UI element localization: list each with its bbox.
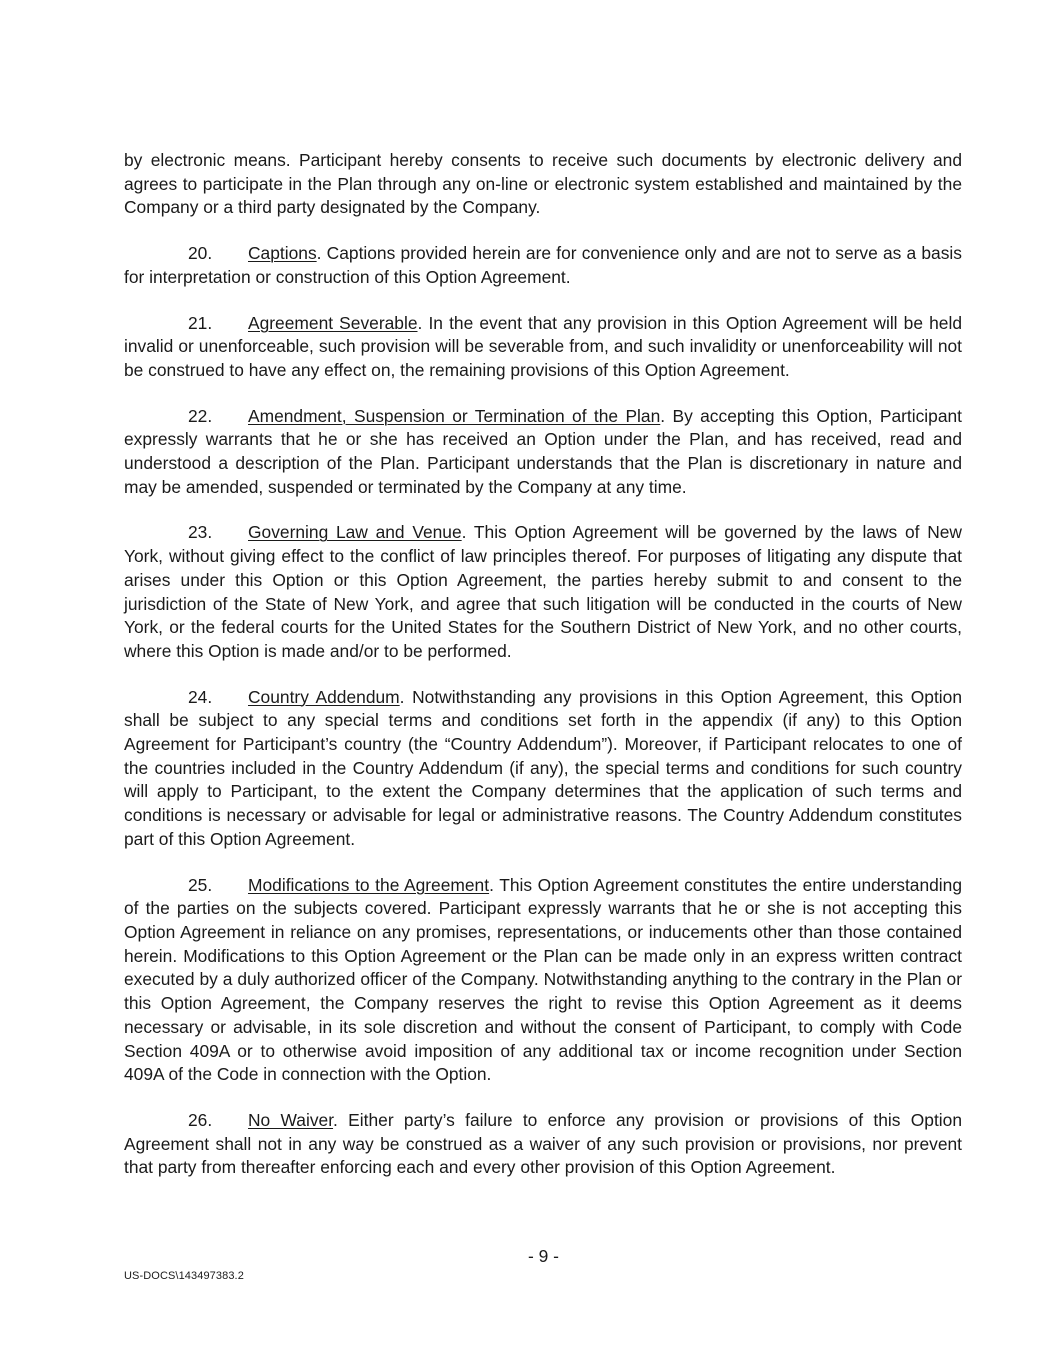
section-body: . Notwithstanding any provisions in this Option Agreement, this Option shall be subject to any special terms and conditions set forth in the appendix (if any) to this Option Agreement for Participant’s country (the “Country Addendum”). Moreover, if Participant relocates to one of the countries included in the Country Addendum (if any), the special terms and conditions for such country will apply to Participant, to the extent the Company determines that the application of such terms and conditions is necessary or advisable for legal or administrative reasons. The Country Addendum constitutes part of this Option Agreement. — [124, 686, 962, 849]
section-number: 24. — [188, 686, 213, 707]
section-body: . Either party’s failure to enforce any provision or provisions of this Option Agreement shall not in any way be construed as a waiver of any such provision or provisions, nor prevent that party from thereafter enforcing each and every other provision of this Option Agreement. — [124, 1109, 962, 1178]
section-number: 23. — [188, 522, 213, 543]
section-heading: Captions — [248, 243, 317, 264]
section-25 — [124, 874, 962, 1087]
section-heading: Modifications to the Agreement — [248, 874, 490, 895]
section-26 — [124, 1109, 962, 1180]
section-heading: Governing Law and Venue — [248, 522, 462, 543]
intro-paragraph: by electronic means. Participant hereby consents to receive such documents by electronic delivery and agrees to participate in the Plan through any on-line or electronic system established and maintained by the Company or a third party designated by the Company. — [124, 150, 962, 218]
section-20 — [124, 242, 962, 289]
section-number: 22. — [188, 405, 213, 426]
section-number: 21. — [188, 312, 213, 333]
document-body — [124, 149, 962, 1202]
section-body: . Captions provided herein are for convenience only and are not to serve as a basis for interpretation or construction of this Option Agreement. — [124, 243, 962, 287]
section-21 — [124, 312, 962, 383]
section-heading: No Waiver — [248, 1109, 334, 1130]
document-id: US-DOCS\143497383.2 — [124, 1270, 244, 1282]
section-heading: Agreement Severable — [248, 312, 418, 333]
section-body: . In the event that any provision in this Option Agreement will be held invalid or unenforceable, such provision will be severable from, and such invalidity or unenforceability will not be construed to have any effect on, the remaining provisions of this Option Agreement. — [124, 312, 962, 380]
section-number: 25. — [188, 874, 213, 895]
section-body: . This Option Agreement will be governed by the laws of New York, without giving effect to the conflict of law principles thereof. For purposes of litigating any dispute that arises under this Option or this Option Agreement, the parties hereby submit to and consent to the jurisdiction of the State of New York, and agree that such litigation will be conducted in the courts of New York, or the federal courts for the United States for the Southern District of New York, and no other courts, where this Option is made and/or to be performed. — [124, 522, 962, 661]
section-number: 20. — [188, 243, 213, 264]
section-22 — [124, 405, 962, 500]
section-heading: Amendment, Suspension or Termination of the Plan — [248, 405, 661, 426]
section-24 — [124, 686, 962, 852]
section-number: 26. — [188, 1109, 213, 1130]
page-number: - 9 - — [528, 1246, 559, 1266]
section-23 — [124, 521, 962, 663]
section-heading: Country Addendum — [248, 686, 400, 707]
section-body: . This Option Agreement constitutes the entire understanding of the parties on the subjects covered. Participant expressly warrants that he or she is not accepting this Option Agreement in reliance on any promises, representations, or inducements other than those contained herein. Modifications to this Option Agreement or the Plan can be made only in an express written contract executed by a duly authorized officer of the Company. Notwithstanding anything to the contrary in the Plan or this Option Agreement, the Company reserves the right to revise this Option Agreement as it deems necessary or advisable, in its sole discretion and without the consent of Participant, to comply with Code Section 409A or to otherwise avoid imposition of any additional tax or income recognition under Section 409A of the Code in connection with the Option. — [124, 874, 963, 1085]
section-body: . By accepting this Option, Participant expressly warrants that he or she has received an Option under the Plan, and has received, read and understood a description of the Plan. Participant understands that the Plan is discretionary in nature and may be amended, suspended or terminated by the Company at any time. — [124, 405, 963, 497]
